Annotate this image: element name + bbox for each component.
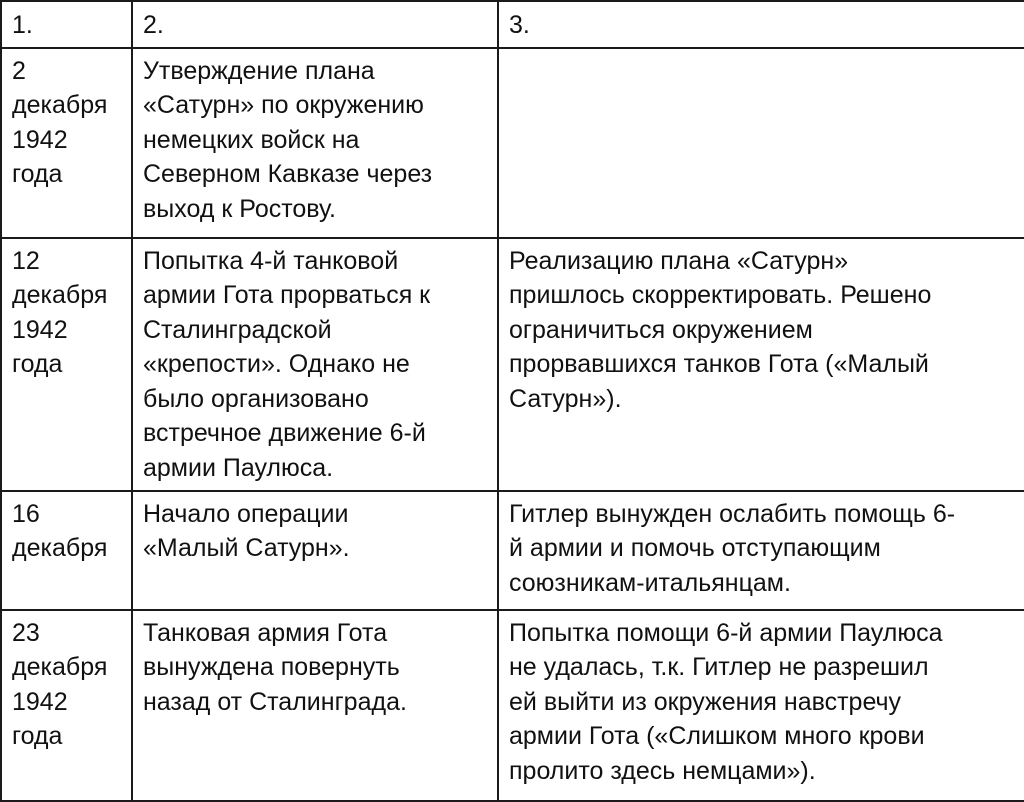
event-cell: Начало операции «Малый Сатурн». bbox=[132, 491, 498, 610]
table-row bbox=[1, 610, 1024, 801]
event-cell: Танковая армия Гота вынуждена повернуть назад от Сталинграда. bbox=[132, 610, 498, 801]
result-cell: Попытка помощи 6-й армии Паулюса не удалась, т.к. Гитлер не разрешил ей выйти из окружения навстречу армии Гота («Слишком много крови пролито здесь немцами»). bbox=[498, 610, 1024, 801]
result-cell bbox=[498, 48, 1024, 238]
table-row bbox=[1, 238, 1024, 491]
header-row bbox=[1, 1, 1024, 48]
event-cell: Утверждение плана «Сатурн» по окружению немецких войск на Северном Кавказе через выход к Ростову. bbox=[132, 48, 498, 238]
event-cell: Попытка 4-й танковой армии Гота прорваться к Сталинградской «крепости». Однако не было организовано встречное движение 6-й армии Паулюса. bbox=[132, 238, 498, 491]
date-cell: 12 декабря 1942 года bbox=[1, 238, 132, 491]
date-cell: 23 декабря 1942 года bbox=[1, 610, 132, 801]
header-cell-1: 1. bbox=[1, 1, 132, 48]
table-row bbox=[1, 491, 1024, 610]
table-row bbox=[1, 48, 1024, 238]
date-cell: 16 декабря bbox=[1, 491, 132, 610]
result-cell: Реализацию плана «Сатурн» пришлось скорректировать. Решено ограничиться окружением прорвавшихся танков Гота («Малый Сатурн»). bbox=[498, 238, 1024, 491]
result-cell: Гитлер вынужден ослабить помощь 6- й армии и помочь отступающим союзникам-итальянцам. bbox=[498, 491, 1024, 610]
date-cell: 2 декабря 1942 года bbox=[1, 48, 132, 238]
header-cell-2: 2. bbox=[132, 1, 498, 48]
header-cell-3: 3. bbox=[498, 1, 1024, 48]
